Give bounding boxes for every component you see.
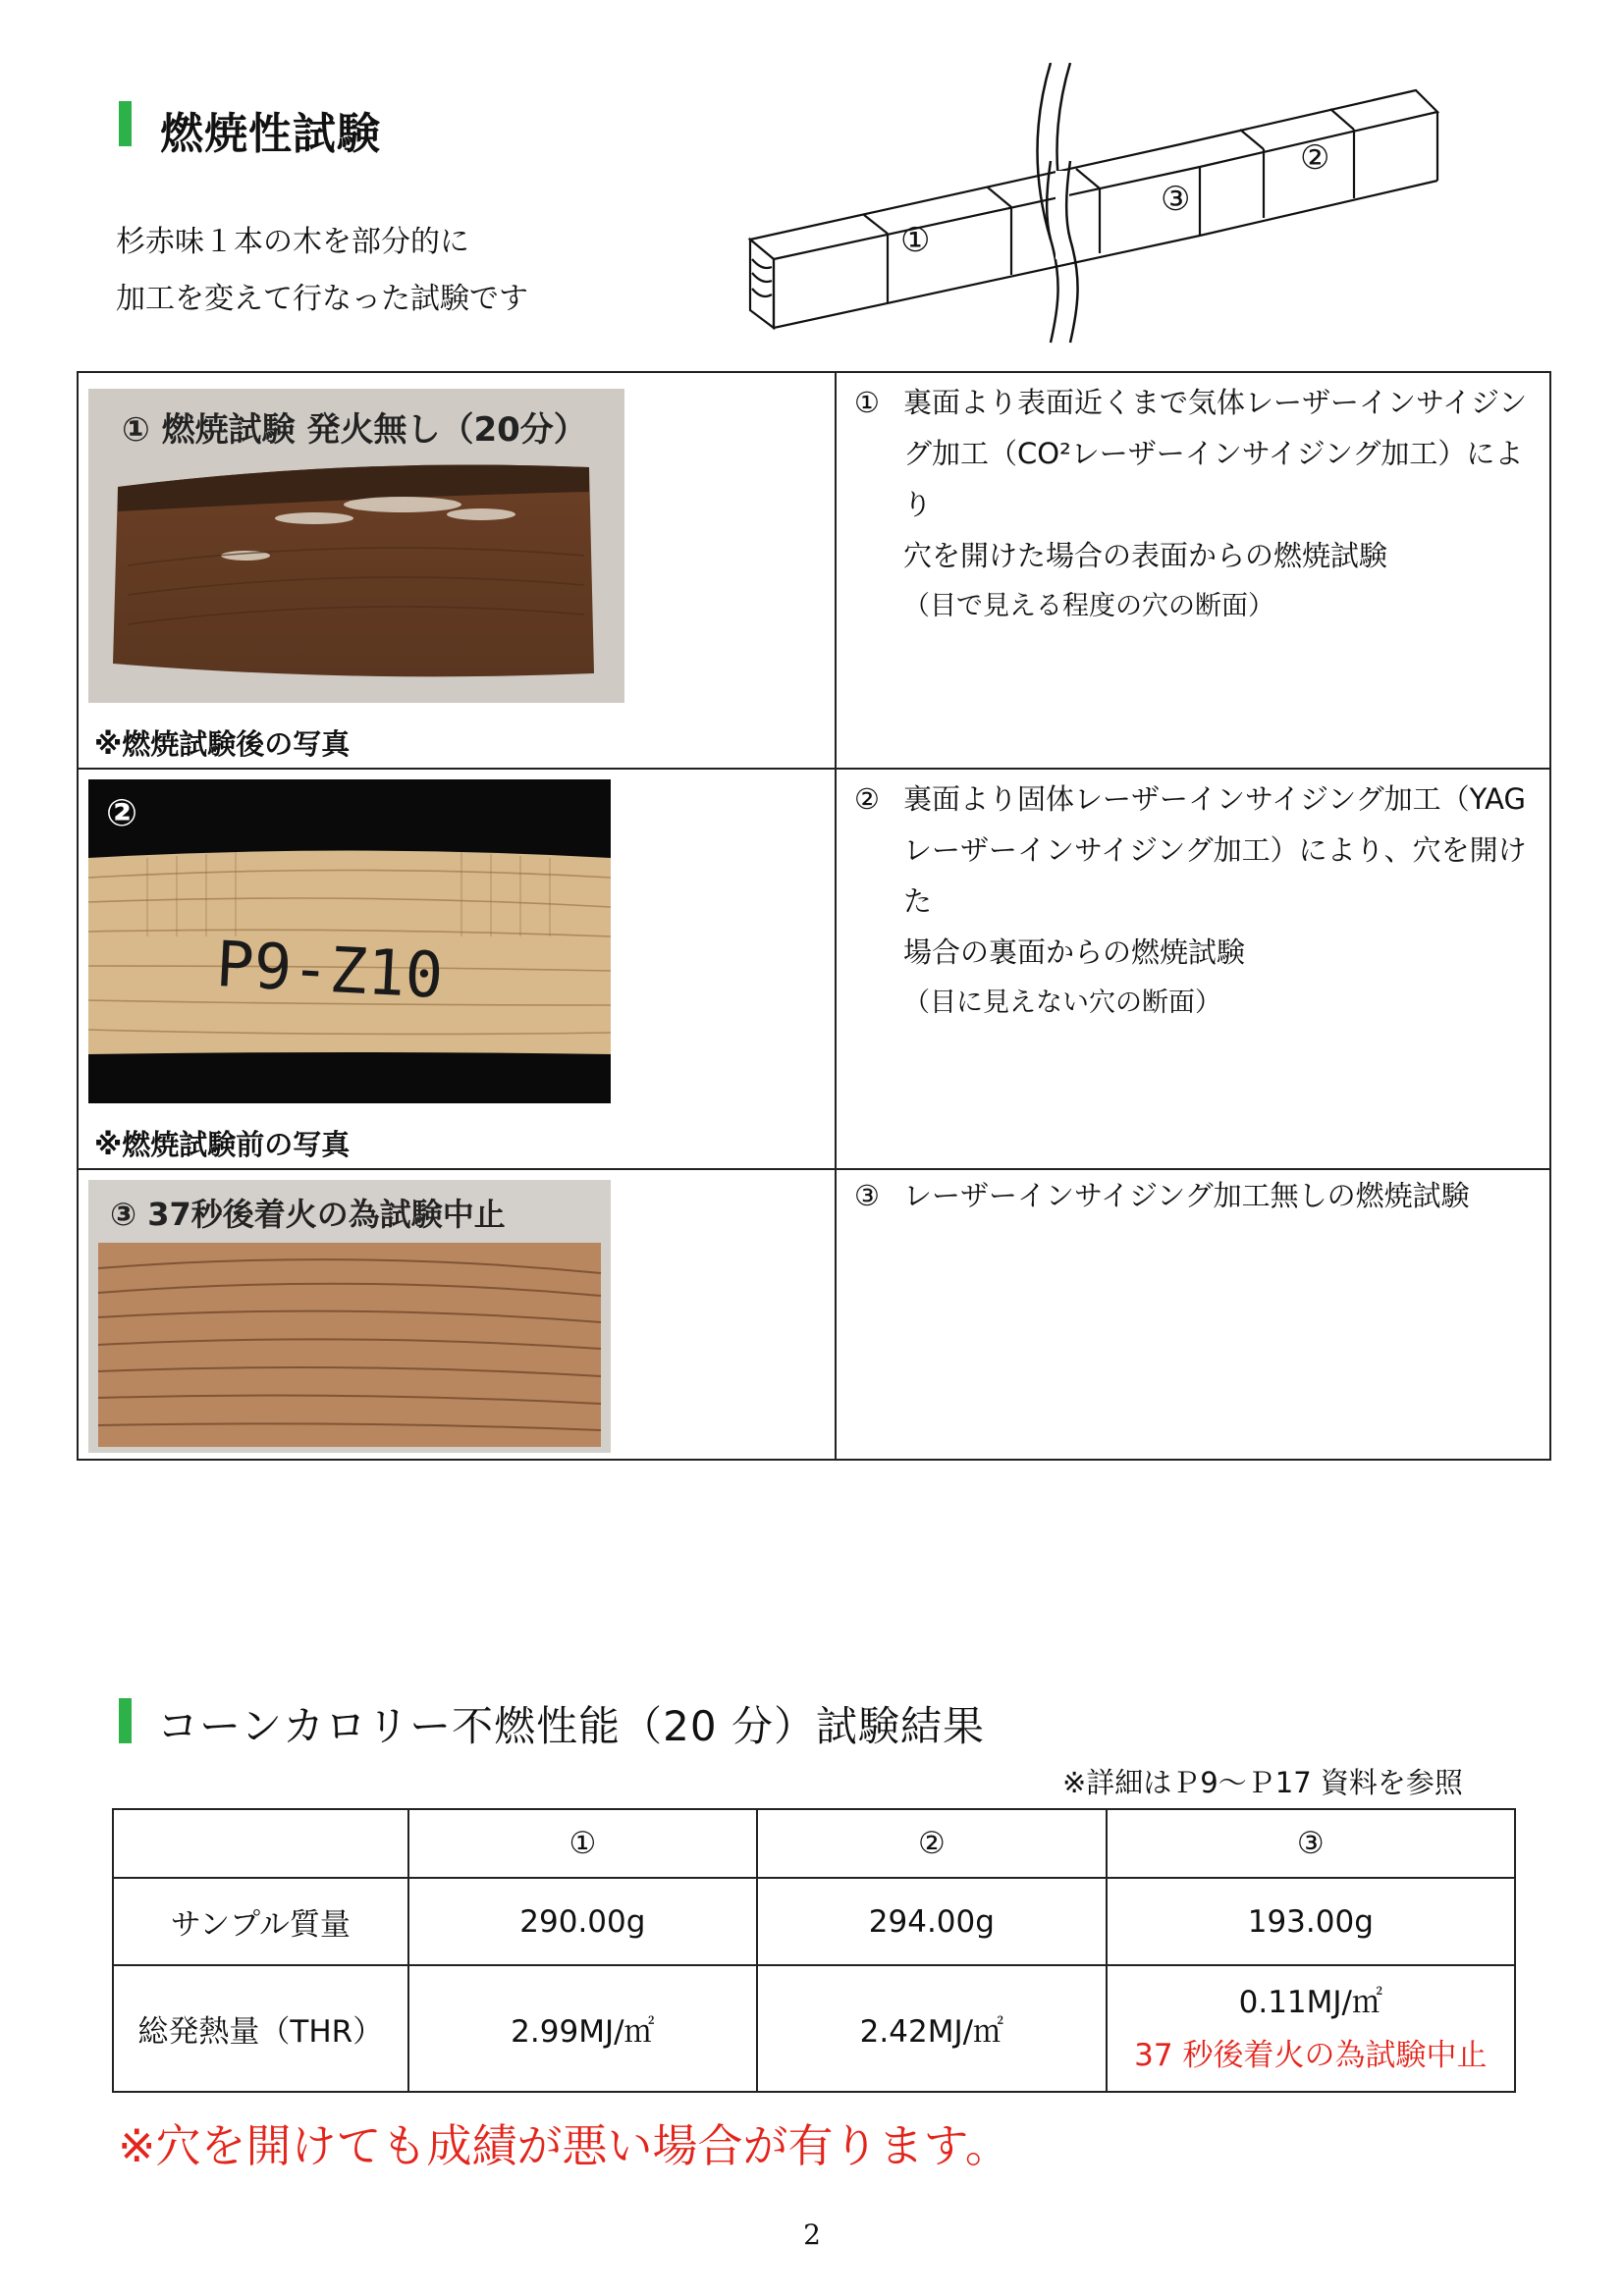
row-label: サンプル質量 <box>113 1878 408 1965</box>
desc-line: レーザーインサイジング加工無しの燃焼試験 <box>903 1179 1470 1212</box>
header-cell: ③ <box>1107 1809 1515 1878</box>
photo-label: ③ 37秒後着火の為試験中止 <box>110 1196 506 1233</box>
table-cell <box>1107 1965 1515 2092</box>
desc-line: レーザーインサイジング加工）により、穴を開けた <box>903 833 1527 918</box>
row-divider <box>79 768 1549 770</box>
desc-line: 場合の裏面からの燃焼試験 <box>903 935 1246 969</box>
desc-sub: （目で見える程度の穴の断面） <box>903 591 1274 621</box>
desc-number: ③ <box>854 1179 880 1212</box>
table-cell: 193.00g <box>1107 1878 1515 1965</box>
photo-sample-2 <box>88 779 611 1103</box>
section-marker <box>119 1698 132 1743</box>
desc-line: グ加工（CO²レーザーインサイジング加工）により <box>903 437 1524 521</box>
intro-text <box>116 214 528 328</box>
table-cell: 290.00g <box>408 1878 758 1965</box>
board-diagram <box>738 63 1445 347</box>
desc-number: ① <box>854 386 880 419</box>
table-cell: 2.42MJ/㎡ <box>757 1965 1107 2092</box>
description-1 <box>854 377 1542 632</box>
intro-line: 杉赤味１本の木を部分的に <box>116 225 469 259</box>
photo-caption: ※燃焼試験前の写真 <box>94 1128 351 1161</box>
desc-sub: （目に見えない穴の断面） <box>903 988 1221 1018</box>
section-title: 燃焼性試験 <box>160 109 381 159</box>
section-marker <box>119 101 132 146</box>
warning-text: ※穴を開けても成績が悪い場合が有ります。 <box>118 2119 1010 2172</box>
header-cell <box>113 1809 408 1878</box>
description-3 <box>854 1170 1542 1221</box>
table-header-row <box>113 1809 1515 1878</box>
header-cell: ① <box>408 1809 758 1878</box>
table-note: ※詳細はＰ9～Ｐ17 資料を参照 <box>1062 1766 1463 1799</box>
photo-label: ② <box>106 791 138 834</box>
header-cell: ② <box>757 1809 1107 1878</box>
cell-value: 0.11MJ/㎡ <box>1238 1984 1382 2020</box>
page-number: 2 <box>803 2218 821 2251</box>
row-label: 総発熱量（THR） <box>113 1965 408 2092</box>
diagram-label-2: ② <box>1300 138 1330 178</box>
table-cell: 294.00g <box>757 1878 1107 1965</box>
column-divider <box>835 373 837 1459</box>
desc-number: ② <box>854 782 880 816</box>
section-title: コーンカロリー不燃性能（20 分）試験結果 <box>157 1702 985 1750</box>
photo-caption: ※燃焼試験後の写真 <box>94 727 351 761</box>
table-row <box>113 1965 1515 2092</box>
diagram-label-1: ① <box>900 221 931 260</box>
test-table <box>77 371 1551 1461</box>
intro-line: 加工を変えて行なった試験です <box>116 282 528 316</box>
photo-marking: P9-Z10 <box>214 929 445 1013</box>
photo-sample-1 <box>88 389 624 703</box>
photo-label: ① 燃焼試験 発火無し（20分） <box>122 410 587 450</box>
results-table <box>112 1808 1516 2093</box>
table-row <box>113 1878 1515 1965</box>
table-cell: 2.99MJ/㎡ <box>408 1965 758 2092</box>
desc-line: 裏面より固体レーザーインサイジング加工（YAG <box>903 782 1526 816</box>
diagram-label-3: ③ <box>1161 180 1191 219</box>
cell-note: 37 秒後着火の為試験中止 <box>1134 2037 1488 2073</box>
desc-line: 裏面より表面近くまで気体レーザーインサイジン <box>903 386 1528 419</box>
desc-line: 穴を開けた場合の表面からの燃焼試験 <box>903 539 1388 572</box>
photo-sample-3 <box>88 1180 611 1453</box>
description-2 <box>854 774 1542 1029</box>
